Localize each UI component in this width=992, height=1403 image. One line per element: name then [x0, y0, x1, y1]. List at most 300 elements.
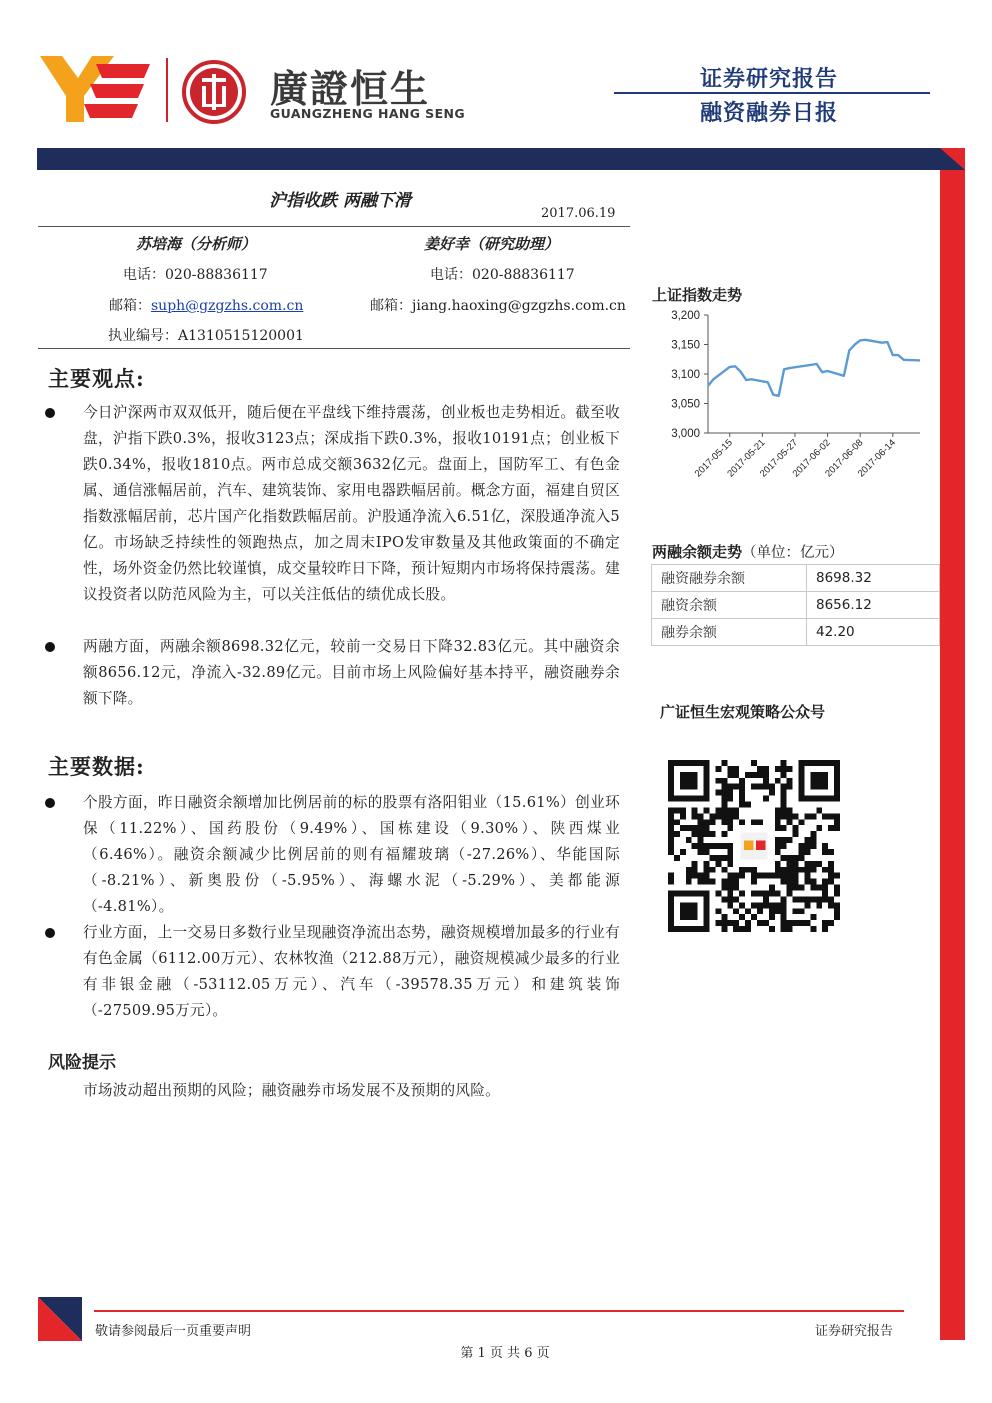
qr-module	[781, 873, 787, 879]
qr-module	[793, 896, 799, 902]
qr-module	[810, 896, 816, 902]
qr-module	[775, 867, 781, 873]
qr-module	[834, 908, 840, 914]
qr-module	[798, 920, 804, 926]
qr-module	[739, 796, 745, 802]
qr-module	[787, 813, 793, 819]
qr-module	[721, 896, 727, 902]
qr-module	[781, 920, 787, 926]
qr-module	[745, 926, 751, 932]
qr-module	[727, 796, 733, 802]
bullet	[45, 928, 55, 938]
qr-module	[787, 819, 793, 825]
qr-module	[727, 843, 733, 849]
logo-english-name: GUANGZHENG HANG SENG	[270, 106, 466, 121]
qr-module	[745, 802, 751, 808]
qr-module	[721, 802, 727, 808]
qr-module	[822, 920, 828, 926]
qr-module	[810, 813, 816, 819]
qr-module	[686, 879, 692, 885]
qr-module	[727, 849, 733, 855]
author-1-phone: 电话：020-88836117	[123, 267, 268, 283]
qr-finder	[680, 772, 698, 790]
qr-module	[698, 831, 704, 837]
qr-module	[727, 873, 733, 879]
qr-module	[810, 914, 816, 920]
qr-module	[769, 873, 775, 879]
qr-module	[721, 760, 727, 766]
qr-module	[757, 908, 763, 914]
qr-module	[816, 861, 822, 867]
qr-module	[804, 920, 810, 926]
report-series: 融资融券日报	[700, 101, 839, 126]
qr-module	[828, 920, 834, 926]
qr-module	[828, 902, 834, 908]
qr-module	[822, 843, 828, 849]
qr-module	[715, 908, 721, 914]
qr-module	[787, 890, 793, 896]
qr-module	[775, 873, 781, 879]
footer-report-type: 证券研究报告	[815, 1324, 894, 1339]
qr-module	[715, 855, 721, 861]
qr-module	[727, 766, 733, 772]
qr-module	[769, 890, 775, 896]
qr-module	[822, 879, 828, 885]
qr-module	[751, 760, 757, 766]
qr-module	[692, 873, 698, 879]
qr-module	[763, 873, 769, 879]
qr-module	[715, 843, 721, 849]
margin-value: 42.20	[807, 619, 940, 646]
qr-module	[793, 879, 799, 885]
qr-module	[793, 873, 799, 879]
qr-module	[810, 837, 816, 843]
qr-module	[781, 837, 787, 843]
qr-module	[810, 861, 816, 867]
qr-module	[781, 790, 787, 796]
qr-module	[698, 873, 704, 879]
title-rule	[38, 226, 630, 227]
qr-module	[721, 778, 727, 784]
qr-module	[715, 807, 721, 813]
qr-module	[686, 867, 692, 873]
qr-module	[787, 784, 793, 790]
qr-module	[763, 902, 769, 908]
qr-module	[787, 885, 793, 891]
qr-module	[781, 896, 787, 902]
qr-module	[668, 873, 674, 879]
qr-module	[710, 813, 716, 819]
qr-module	[810, 885, 816, 891]
qr-module	[710, 819, 716, 825]
qr-module	[775, 819, 781, 825]
qr-module	[763, 772, 769, 778]
qr-module	[704, 873, 710, 879]
seal-logo-icon	[182, 60, 246, 124]
qr-module	[781, 926, 787, 932]
qr-module	[787, 867, 793, 873]
author-2-email-label: 邮箱：	[370, 298, 412, 314]
report-type: 证券研究报告	[700, 67, 839, 92]
data-heading: 主要数据:	[48, 754, 145, 779]
qr-module	[727, 807, 733, 813]
qr-module	[733, 772, 739, 778]
qr-module	[828, 825, 834, 831]
qr-module	[710, 879, 716, 885]
qr-module	[757, 902, 763, 908]
qr-module	[721, 807, 727, 813]
qr-module	[769, 902, 775, 908]
qr-module	[834, 819, 840, 825]
x-tick-label: 2017-06-02	[790, 437, 833, 480]
qr-module	[781, 784, 787, 790]
qr-module	[763, 796, 769, 802]
qr-module	[686, 873, 692, 879]
margin-value: 8698.32	[807, 565, 940, 592]
qr-module	[727, 784, 733, 790]
qr-module	[822, 813, 828, 819]
qr-module	[698, 849, 704, 855]
qr-module	[733, 813, 739, 819]
qr-module	[769, 908, 775, 914]
qr-module	[704, 867, 710, 873]
qr-module	[727, 813, 733, 819]
qr-module	[727, 855, 733, 861]
qr-module	[721, 790, 727, 796]
qr-module	[787, 861, 793, 867]
qr-module	[751, 772, 757, 778]
qr-module	[727, 819, 733, 825]
author-1-email-link[interactable]: suph@gzgzhs.com.cn	[151, 298, 304, 314]
qr-module	[804, 902, 810, 908]
qr-module	[739, 926, 745, 932]
qr-center-logo	[756, 841, 765, 850]
qr-module	[781, 902, 787, 908]
qr-module	[822, 867, 828, 873]
qr-module	[769, 790, 775, 796]
qr-module	[710, 831, 716, 837]
qr-module	[751, 784, 757, 790]
y-tick-label: 3,050	[671, 398, 700, 411]
qr-module	[733, 885, 739, 891]
qr-module	[698, 879, 704, 885]
qr-module	[775, 890, 781, 896]
qr-module	[834, 813, 840, 819]
qr-module	[733, 879, 739, 885]
author-2-email-row	[370, 295, 626, 315]
qr-module	[798, 855, 804, 861]
qr-module	[751, 914, 757, 920]
qr-module	[769, 926, 775, 932]
qr-module	[804, 879, 810, 885]
qr-module	[828, 861, 834, 867]
risk-heading: 风险提示	[48, 1053, 116, 1073]
qr-module	[745, 772, 751, 778]
qr-module	[721, 879, 727, 885]
qr-module	[775, 902, 781, 908]
data-paragraph-2: 行业方面，上一交易日多数行业呈现融资净流出态势，融资规模增加最多的行业有有色金属（6112.00万元）、农林牧渔（212.88万元），融资规模减少最多的行业有非银金融（-53112.05万元）、汽车（-39578.35万元）和建筑装饰（-27509.95万元）。	[83, 924, 620, 1019]
qr-module	[781, 825, 787, 831]
qr-module	[769, 784, 775, 790]
qr-module	[727, 920, 733, 926]
qr-module	[793, 855, 799, 861]
qr-module	[834, 885, 840, 891]
qr-module	[727, 896, 733, 902]
qr-module	[798, 908, 804, 914]
qr-module	[680, 813, 686, 819]
qr-module	[787, 873, 793, 879]
x-tick-label: 2017-06-08	[823, 437, 866, 480]
qr-module	[828, 879, 834, 885]
qr-module	[781, 802, 787, 808]
qr-module	[704, 843, 710, 849]
qr-module	[787, 879, 793, 885]
qr-module	[745, 920, 751, 926]
qr-module	[692, 825, 698, 831]
qr-module	[787, 807, 793, 813]
qr-module	[763, 896, 769, 902]
report-date: 2017.06.19	[541, 206, 616, 221]
y-tick-label: 3,000	[671, 428, 700, 440]
right-red-bar	[940, 170, 965, 1340]
qr-module	[698, 837, 704, 843]
bullet	[45, 408, 55, 418]
qr-module	[715, 778, 721, 784]
qr-module	[822, 926, 828, 932]
qr-module	[798, 885, 804, 891]
qr-module	[810, 879, 816, 885]
qr-module	[739, 778, 745, 784]
qr-module	[763, 778, 769, 784]
qr-module	[727, 885, 733, 891]
qr-module	[834, 902, 840, 908]
qr-module	[781, 867, 787, 873]
qr-module	[804, 849, 810, 855]
qr-module	[680, 849, 686, 855]
qr-module	[751, 873, 757, 879]
report-title: 沪指收跌 两融下滑	[269, 191, 411, 211]
qr-module	[668, 819, 674, 825]
qr-module	[721, 831, 727, 837]
qr-module	[733, 908, 739, 914]
qr-module	[692, 831, 698, 837]
qr-module	[715, 766, 721, 772]
header-rule	[614, 92, 930, 94]
qr-module	[775, 813, 781, 819]
qr-module	[793, 831, 799, 837]
qr-module	[721, 855, 727, 861]
qr-module	[733, 896, 739, 902]
qr-module	[804, 867, 810, 873]
qr-module	[698, 843, 704, 849]
qr-module	[816, 807, 822, 813]
qr-module	[834, 890, 840, 896]
qr-module	[793, 908, 799, 914]
qr-module	[834, 825, 840, 831]
qr-code-icon	[668, 760, 840, 932]
qr-module	[715, 861, 721, 867]
qr-module	[715, 790, 721, 796]
qr-module	[745, 908, 751, 914]
margin-title: 两融余额走势	[652, 543, 743, 561]
x-tick-label: 2017-05-27	[757, 437, 801, 480]
table-row	[652, 619, 940, 646]
qr-module	[704, 861, 710, 867]
table-row	[652, 565, 940, 592]
table-row	[652, 592, 940, 619]
qr-module	[710, 843, 716, 849]
qr-module	[739, 873, 745, 879]
qr-module	[798, 867, 804, 873]
qr-module	[739, 902, 745, 908]
qr-module	[739, 867, 745, 873]
qr-finder	[810, 772, 828, 790]
qr-module	[828, 896, 834, 902]
qr-module	[668, 825, 674, 831]
qr-module	[816, 825, 822, 831]
chart-title: 上证指数走势	[652, 286, 743, 304]
qr-module	[674, 807, 680, 813]
qr-module	[798, 849, 804, 855]
qr-module	[828, 867, 834, 873]
y-tick-label: 3,100	[671, 369, 700, 381]
y-tick-label: 3,200	[671, 310, 700, 322]
author-1-name: 苏培海（分析师）	[136, 235, 257, 253]
qr-module	[775, 778, 781, 784]
qr-module	[674, 819, 680, 825]
qr-module	[733, 926, 739, 932]
qr-module	[751, 890, 757, 896]
qr-module	[698, 819, 704, 825]
qr-module	[822, 885, 828, 891]
qr-module	[733, 920, 739, 926]
qr-module	[787, 837, 793, 843]
author-2-phone: 电话：020-88836117	[430, 267, 575, 283]
x-tick-label: 2017-06-14	[855, 437, 898, 480]
qr-finder	[680, 902, 698, 920]
qr-module	[721, 885, 727, 891]
qr-center-logo	[744, 841, 753, 850]
qr-module	[798, 843, 804, 849]
qr-module	[710, 867, 716, 873]
qr-module	[704, 879, 710, 885]
qr-module	[828, 813, 834, 819]
qr-module	[757, 772, 763, 778]
x-tick-label: 2017-05-21	[725, 437, 768, 480]
qr-module	[781, 760, 787, 766]
risk-text: 市场波动超出预期的风险；融资融券市场发展不及预期的风险。	[83, 1082, 501, 1099]
margin-label: 融资融券余额	[652, 565, 807, 592]
qr-module	[822, 896, 828, 902]
footer-rule	[94, 1310, 904, 1312]
qr-module	[692, 813, 698, 819]
qr-module	[769, 885, 775, 891]
qr-module	[727, 902, 733, 908]
qr-module	[745, 867, 751, 873]
qr-module	[763, 920, 769, 926]
author-rule	[38, 348, 630, 349]
qr-module	[739, 819, 745, 825]
qr-module	[751, 879, 757, 885]
qr-module	[721, 813, 727, 819]
qr-module	[739, 890, 745, 896]
qr-module	[727, 861, 733, 867]
qr-module	[686, 825, 692, 831]
qr-module	[668, 843, 674, 849]
qr-module	[721, 819, 727, 825]
bullet	[45, 642, 55, 652]
qr-module	[834, 914, 840, 920]
margin-table	[651, 564, 940, 646]
qr-module	[727, 825, 733, 831]
qr-module	[680, 825, 686, 831]
qr-module	[680, 807, 686, 813]
views-paragraph-2: 两融方面，两融余额8698.32亿元，较前一交易日下降32.83亿元。其中融资余额8656.12元，净流入-32.89亿元。目前市场上风险偏好基本持平，融资融券余额下降。	[83, 638, 620, 707]
qr-module	[793, 861, 799, 867]
logo-ye-icon	[40, 56, 152, 122]
qr-module	[763, 784, 769, 790]
sse-index-chart	[650, 300, 932, 500]
author-1-cert: 执业编号：A1310515120001	[108, 328, 304, 344]
qr-module	[834, 873, 840, 879]
qr-module	[787, 778, 793, 784]
qr-module	[781, 855, 787, 861]
qr-module	[775, 849, 781, 855]
qr-module	[793, 885, 799, 891]
qr-module	[775, 837, 781, 843]
qr-module	[816, 902, 822, 908]
qr-module	[763, 890, 769, 896]
qr-module	[804, 813, 810, 819]
qr-module	[739, 790, 745, 796]
qr-module	[781, 766, 787, 772]
logo-divider	[166, 58, 168, 122]
qr-module	[715, 813, 721, 819]
qr-module	[781, 813, 787, 819]
qr-module	[775, 843, 781, 849]
qr-module	[704, 807, 710, 813]
qr-module	[727, 790, 733, 796]
qr-module	[704, 849, 710, 855]
qr-module	[733, 873, 739, 879]
qr-module	[810, 867, 816, 873]
qr-module	[668, 849, 674, 855]
margin-label: 融资余额	[652, 592, 807, 619]
footer-disclaimer: 敬请参阅最后一页重要声明	[95, 1324, 252, 1339]
qr-module	[781, 914, 787, 920]
bullet	[45, 798, 55, 808]
qr-module	[793, 920, 799, 926]
footer-corner-icon	[38, 1297, 82, 1341]
qr-module	[757, 920, 763, 926]
qr-module	[692, 843, 698, 849]
margin-value: 8656.12	[807, 592, 940, 619]
views-paragraph-1: 今日沪深两市双双低开，随后便在平盘线下维持震荡，创业板也走势相近。截至收盘，沪指下跌0.3%，报收3123点；深成指下跌0.3%，报收10191点；创业板下跌0.34%，报收1810点。两市总成交额3632亿元。盘面上，国防军工、有色金属、通信涨幅居前，汽车、建筑装饰、家用电器跌幅居前。概念方面，福建自贸区指数涨幅居前，芯片国产化指数跌幅居前。沪股通净流入6.51亿，深股通净流入5亿。市场缺乏持续性的领跑热点，加之周末IPO发审数量及其他政策面的不确定性，场外资金仍然比较谨慎，成交量较昨日下降，预计短期内市场将保持震荡。建议投资者以防范风险为主，可以关注低估的绩优成长股。	[83, 404, 620, 603]
qr-module	[721, 784, 727, 790]
qr-module	[757, 784, 763, 790]
qr-module	[721, 796, 727, 802]
qr-module	[739, 784, 745, 790]
author-1-email-row	[109, 295, 303, 315]
qr-module	[674, 855, 680, 861]
qr-module	[787, 855, 793, 861]
qr-module	[810, 926, 816, 932]
qr-module	[757, 890, 763, 896]
qr-module	[692, 867, 698, 873]
qr-module	[692, 861, 698, 867]
qr-module	[828, 873, 834, 879]
qr-module	[751, 867, 757, 873]
